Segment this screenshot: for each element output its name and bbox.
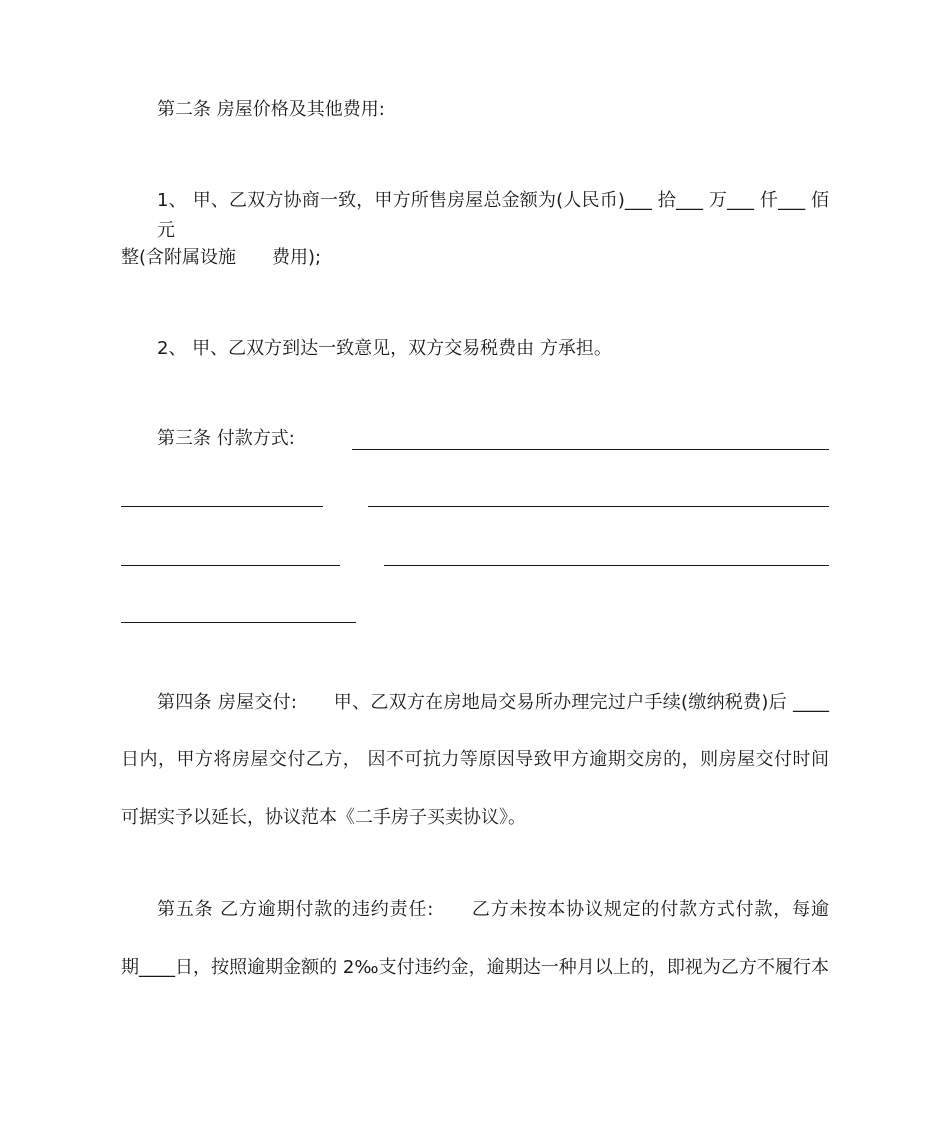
payment-blank-line-1 bbox=[352, 449, 829, 450]
article-2-heading: 第二条 房屋价格及其他费用: bbox=[157, 99, 385, 120]
payment-blank-line-5 bbox=[384, 565, 829, 566]
payment-blank-line-4 bbox=[121, 565, 340, 566]
article-2-item-2: 2、 甲、乙双方到达一致意见，双方交易税费由 方承担。 bbox=[157, 338, 612, 359]
payment-blank-line-2 bbox=[121, 506, 323, 507]
article-2-item-1-line-2: 整(含附属设施 费用); bbox=[121, 247, 322, 268]
article-5-line-2: 期____日，按照逾期金额的 2‰支付违约金，逾期达一种月以上的，即视为乙方不履行本 bbox=[121, 957, 829, 978]
article-4-line-2: 日内，甲方将房屋交付乙方， 因不可抗力等原因导致甲方逾期交房的，则房屋交付时间 bbox=[121, 749, 829, 770]
article-4-line-1: 第四条 房屋交付: 甲、乙双方在房地局交易所办理完过户手续(缴纳税费)后 ____ bbox=[157, 692, 829, 713]
article-2-item-1-line-1: 1、 甲、乙双方协商一致，甲方所售房屋总金额为(人民币)___ 拾___ 万___ 仟___ 佰元 bbox=[157, 190, 829, 241]
payment-blank-line-3 bbox=[368, 506, 829, 507]
article-5-line-1: 第五条 乙方逾期付款的违约责任: 乙方未按本协议规定的付款方式付款，每逾 bbox=[157, 899, 829, 920]
article-3-heading: 第三条 付款方式: bbox=[157, 428, 295, 449]
article-4-line-3: 可据实予以延长，协议范本《二手房子买卖协议》。 bbox=[121, 807, 526, 828]
payment-blank-line-6 bbox=[121, 622, 356, 623]
